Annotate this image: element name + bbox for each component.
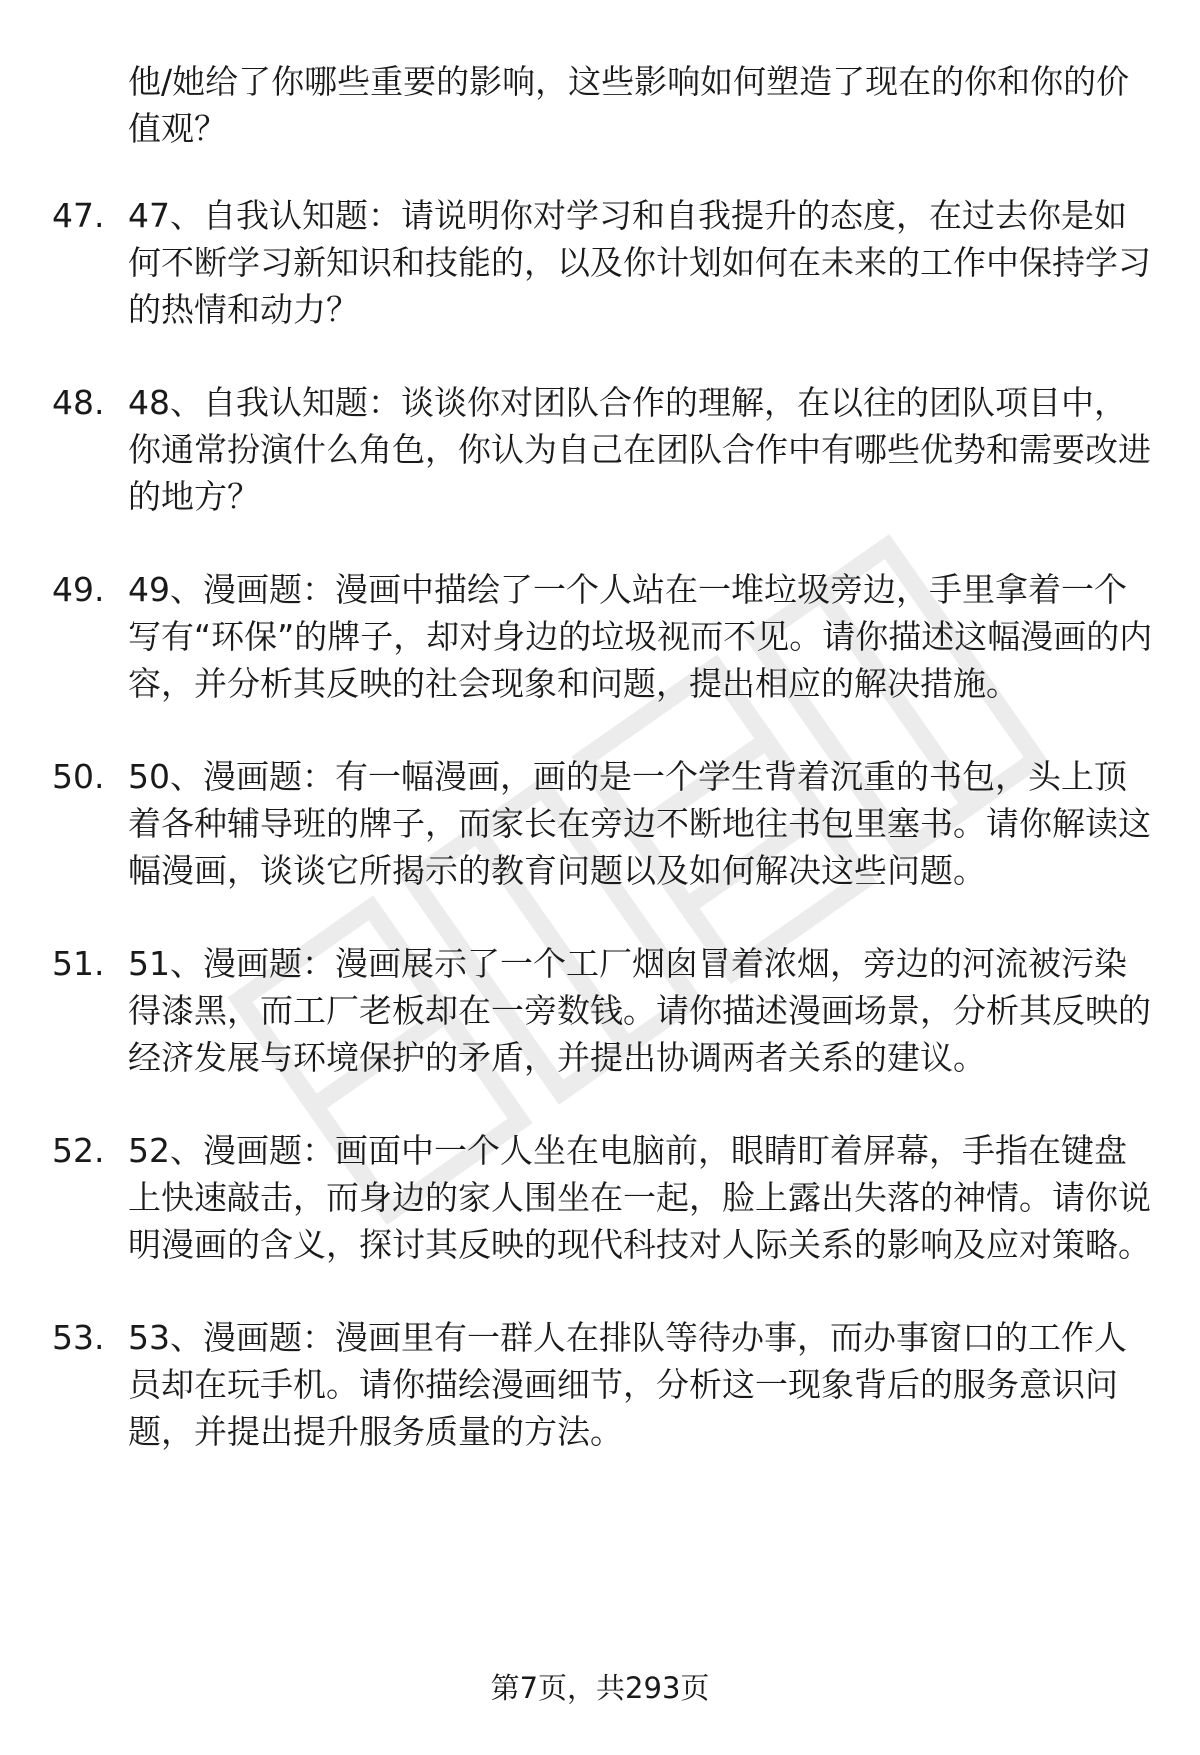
page-footer: 第7页，共293页 — [490, 1671, 710, 1705]
question-text: 50、漫画题：有一幅漫画，画的是一个学生背着沉重的书包，头上顶着各种辅导班的牌子，而家长在旁边不断地往书包里塞书。请你解读这幅漫画，谈谈它所揭示的教育问题以及如何解决这些问题。 — [128, 757, 1151, 890]
question-text: 52、漫画题：画面中一个人坐在电脑前，眼睛盯着屏幕，手指在键盘上快速敲击，而身边的家人围坐在一起，脸上露出失落的神情。请你说明漫画的含义，探讨其反映的现代科技对人际关系的影响及应对策略。 — [128, 1131, 1151, 1264]
question-text: 47、自我认知题：请说明你对学习和自我提升的态度，在过去你是如何不断学习新知识和技能的，以及你计划如何在未来的工作中保持学习的热情和动力？ — [128, 196, 1151, 329]
list-item — [0, 753, 1200, 894]
continuation-text: 他/她给了你哪些重要的影响，这些影响如何塑造了现在的你和你的价值观？ — [128, 62, 1130, 148]
question-text: 53、漫画题：漫画里有一群人在排队等待办事，而办事窗口的工作人员却在玩手机。请你描绘漫画细节，分析这一现象背后的服务意识问题，并提出提升服务质量的方法。 — [128, 1318, 1127, 1451]
list-item — [0, 940, 1200, 1081]
list-item — [0, 566, 1200, 707]
list-item — [0, 192, 1200, 333]
question-number: 53. — [52, 1318, 105, 1357]
question-number: 48. — [52, 383, 105, 422]
list-item — [0, 1314, 1200, 1455]
question-list — [0, 192, 1200, 1501]
list-item — [0, 1127, 1200, 1268]
question-number: 51. — [52, 944, 105, 983]
question-number: 52. — [52, 1131, 105, 1170]
question-text: 48、自我认知题：谈谈你对团队合作的理解，在以往的团队项目中，你通常扮演什么角色，你认为自己在团队合作中有哪些优势和需要改进的地方？ — [128, 383, 1151, 516]
question-number: 47. — [52, 196, 105, 235]
question-text: 49、漫画题：漫画中描绘了一个人站在一堆垃圾旁边，手里拿着一个写有“环保”的牌子，却对身边的垃圾视而不见。请你描述这幅漫画的内容，并分析其反映的社会现象和问题，提出相应的解决措施。 — [128, 570, 1153, 703]
list-item — [0, 379, 1200, 520]
question-text: 51、漫画题：漫画展示了一个工厂烟囱冒着浓烟，旁边的河流被污染得漆黑，而工厂老板却在一旁数钱。请你描述漫画场景，分析其反映的经济发展与环境保护的矛盾，并提出协调两者关系的建议。 — [128, 944, 1151, 1077]
question-number: 50. — [52, 757, 105, 796]
question-number: 49. — [52, 570, 105, 609]
